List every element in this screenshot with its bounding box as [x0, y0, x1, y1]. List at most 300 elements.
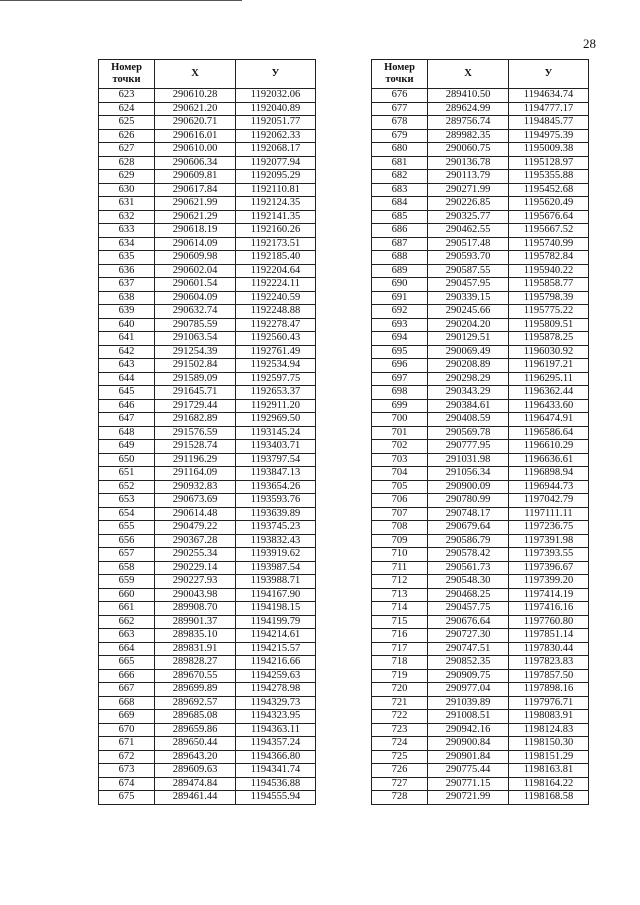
table-row: [99, 656, 316, 670]
x-coordinate-cell: 291528.74: [155, 440, 236, 454]
table-row: [99, 426, 316, 440]
point-number-cell: 721: [372, 696, 428, 710]
table-row: [372, 642, 589, 656]
x-coordinate-cell: 289670.55: [155, 669, 236, 683]
y-coordinate-cell: 1193654.26: [236, 480, 316, 494]
table-row: [372, 669, 589, 683]
x-coordinate-cell: 290909.75: [428, 669, 509, 683]
x-coordinate-cell: 290587.55: [428, 264, 509, 278]
y-coordinate-cell: 1194215.57: [236, 642, 316, 656]
y-coordinate-cell: 1197857.50: [509, 669, 589, 683]
table-row: [372, 656, 589, 670]
y-coordinate-cell: 1193832.43: [236, 534, 316, 548]
point-number-cell: 664: [99, 642, 155, 656]
table-row: [99, 183, 316, 197]
x-coordinate-cell: 290977.04: [428, 683, 509, 697]
x-coordinate-cell: 290775.44: [428, 764, 509, 778]
point-number-cell: 632: [99, 210, 155, 224]
x-coordinate-cell: 290226.85: [428, 197, 509, 211]
table-row: [99, 318, 316, 332]
y-coordinate-cell: 1194167.90: [236, 588, 316, 602]
y-coordinate-cell: 1194366.80: [236, 750, 316, 764]
point-number-cell: 707: [372, 507, 428, 521]
table-row: [372, 224, 589, 238]
x-coordinate-cell: 290457.75: [428, 602, 509, 616]
x-coordinate-cell: 290548.30: [428, 575, 509, 589]
x-coordinate-cell: 290614.09: [155, 237, 236, 251]
table-row: [372, 237, 589, 251]
y-coordinate-cell: 1194198.15: [236, 602, 316, 616]
point-number-cell: 657: [99, 548, 155, 562]
point-number-cell: 678: [372, 116, 428, 130]
table-row: [372, 777, 589, 791]
y-coordinate-cell: 1197391.98: [509, 534, 589, 548]
y-coordinate-cell: 1192204.64: [236, 264, 316, 278]
top-divider-line: [0, 0, 242, 1]
point-number-cell: 666: [99, 669, 155, 683]
table-row: [99, 642, 316, 656]
point-number-cell: 728: [372, 791, 428, 805]
table-row: [99, 372, 316, 386]
y-coordinate-cell: 1198164.22: [509, 777, 589, 791]
y-coordinate-cell: 1192248.88: [236, 305, 316, 319]
table-row: [372, 102, 589, 116]
y-coordinate-cell: 1193797.54: [236, 453, 316, 467]
table-row: [372, 480, 589, 494]
table-row: [99, 264, 316, 278]
table-row: [372, 791, 589, 805]
table-row: [99, 143, 316, 157]
y-coordinate-cell: 1198151.29: [509, 750, 589, 764]
x-coordinate-cell: 290245.66: [428, 305, 509, 319]
point-number-cell: 718: [372, 656, 428, 670]
table-row: [372, 156, 589, 170]
point-number-cell: 635: [99, 251, 155, 265]
point-number-cell: 696: [372, 359, 428, 373]
point-number-cell: 625: [99, 116, 155, 130]
point-number-cell: 638: [99, 291, 155, 305]
point-number-cell: 631: [99, 197, 155, 211]
y-coordinate-cell: 1192068.17: [236, 143, 316, 157]
point-number-cell: 660: [99, 588, 155, 602]
table-row: [372, 210, 589, 224]
x-coordinate-cell: 290777.95: [428, 440, 509, 454]
table-row: [99, 669, 316, 683]
point-number-cell: 713: [372, 588, 428, 602]
x-coordinate-cell: 289828.27: [155, 656, 236, 670]
y-coordinate-cell: 1195009.38: [509, 143, 589, 157]
x-coordinate-cell: 290204.20: [428, 318, 509, 332]
table-row: [99, 89, 316, 103]
header-x: X: [155, 60, 236, 89]
table-row: [99, 521, 316, 535]
y-coordinate-cell: 1198083.91: [509, 710, 589, 724]
point-number-cell: 685: [372, 210, 428, 224]
table-row: [372, 588, 589, 602]
x-coordinate-cell: 290616.01: [155, 129, 236, 143]
x-coordinate-cell: 289901.37: [155, 615, 236, 629]
x-coordinate-cell: 291056.34: [428, 467, 509, 481]
point-number-cell: 652: [99, 480, 155, 494]
y-coordinate-cell: 1192278.47: [236, 318, 316, 332]
point-number-cell: 659: [99, 575, 155, 589]
x-coordinate-cell: 290852.35: [428, 656, 509, 670]
point-number-cell: 716: [372, 629, 428, 643]
x-coordinate-cell: 290601.54: [155, 278, 236, 292]
x-coordinate-cell: 290606.34: [155, 156, 236, 170]
x-coordinate-cell: 289650.44: [155, 737, 236, 751]
table-row: [372, 615, 589, 629]
y-coordinate-cell: 1194329.73: [236, 696, 316, 710]
point-number-cell: 665: [99, 656, 155, 670]
table-row: [99, 575, 316, 589]
table-row: [372, 386, 589, 400]
y-coordinate-cell: 1197393.55: [509, 548, 589, 562]
y-coordinate-cell: 1193403.71: [236, 440, 316, 454]
point-number-cell: 724: [372, 737, 428, 751]
point-number-cell: 683: [372, 183, 428, 197]
table-row: [372, 197, 589, 211]
y-coordinate-cell: 1194216.66: [236, 656, 316, 670]
y-coordinate-cell: 1196433.60: [509, 399, 589, 413]
y-coordinate-cell: 1194357.24: [236, 737, 316, 751]
x-coordinate-cell: 289659.86: [155, 723, 236, 737]
x-coordinate-cell: 290780.99: [428, 494, 509, 508]
point-number-cell: 680: [372, 143, 428, 157]
point-number-cell: 663: [99, 629, 155, 643]
coordinates-body-right: [372, 89, 589, 805]
point-number-cell: 645: [99, 386, 155, 400]
x-coordinate-cell: 290676.64: [428, 615, 509, 629]
point-number-cell: 636: [99, 264, 155, 278]
table-row: [99, 291, 316, 305]
y-coordinate-cell: 1197236.75: [509, 521, 589, 535]
point-number-cell: 653: [99, 494, 155, 508]
point-number-cell: 658: [99, 561, 155, 575]
header-y: У: [509, 60, 589, 89]
point-number-cell: 717: [372, 642, 428, 656]
y-coordinate-cell: 1194323.95: [236, 710, 316, 724]
point-number-cell: 628: [99, 156, 155, 170]
x-coordinate-cell: 290604.09: [155, 291, 236, 305]
y-coordinate-cell: 1198150.30: [509, 737, 589, 751]
table-row: [372, 453, 589, 467]
x-coordinate-cell: 290747.51: [428, 642, 509, 656]
table-row: [99, 386, 316, 400]
x-coordinate-cell: 290617.84: [155, 183, 236, 197]
point-number-cell: 682: [372, 170, 428, 184]
x-coordinate-cell: 289624.99: [428, 102, 509, 116]
table-row: [372, 750, 589, 764]
point-number-cell: 687: [372, 237, 428, 251]
point-number-cell: 624: [99, 102, 155, 116]
y-coordinate-cell: 1197414.19: [509, 588, 589, 602]
point-number-cell: 641: [99, 332, 155, 346]
point-number-cell: 705: [372, 480, 428, 494]
table-row: [372, 507, 589, 521]
table-row: [372, 413, 589, 427]
table-row: [372, 116, 589, 130]
point-number-cell: 644: [99, 372, 155, 386]
point-number-cell: 720: [372, 683, 428, 697]
table-row: [372, 521, 589, 535]
x-coordinate-cell: 290932.83: [155, 480, 236, 494]
point-number-cell: 709: [372, 534, 428, 548]
table-row: [99, 413, 316, 427]
point-number-cell: 671: [99, 737, 155, 751]
y-coordinate-cell: 1194634.74: [509, 89, 589, 103]
y-coordinate-cell: 1195355.88: [509, 170, 589, 184]
table-header-row: [99, 60, 316, 89]
point-number-cell: 626: [99, 129, 155, 143]
y-coordinate-cell: 1196474.91: [509, 413, 589, 427]
y-coordinate-cell: 1195740.99: [509, 237, 589, 251]
x-coordinate-cell: 290727.30: [428, 629, 509, 643]
table-row: [372, 561, 589, 575]
y-coordinate-cell: 1196295.11: [509, 372, 589, 386]
y-coordinate-cell: 1192653.37: [236, 386, 316, 400]
point-number-cell: 640: [99, 318, 155, 332]
x-coordinate-cell: 290339.15: [428, 291, 509, 305]
table-row: [372, 575, 589, 589]
point-number-cell: 648: [99, 426, 155, 440]
point-number-cell: 642: [99, 345, 155, 359]
table-row: [372, 440, 589, 454]
table-row: [99, 548, 316, 562]
x-coordinate-cell: 290479.22: [155, 521, 236, 535]
point-number-cell: 655: [99, 521, 155, 535]
table-row: [99, 170, 316, 184]
table-row: [372, 710, 589, 724]
x-coordinate-cell: 289908.70: [155, 602, 236, 616]
x-coordinate-cell: 290517.48: [428, 237, 509, 251]
table-row: [372, 399, 589, 413]
point-number-cell: 630: [99, 183, 155, 197]
x-coordinate-cell: 290069.49: [428, 345, 509, 359]
x-coordinate-cell: 290136.78: [428, 156, 509, 170]
x-coordinate-cell: 290408.59: [428, 413, 509, 427]
table-row: [99, 683, 316, 697]
y-coordinate-cell: 1197760.80: [509, 615, 589, 629]
y-coordinate-cell: 1192110.81: [236, 183, 316, 197]
y-coordinate-cell: 1197042.79: [509, 494, 589, 508]
point-number-cell: 711: [372, 561, 428, 575]
point-number-cell: 699: [372, 399, 428, 413]
point-number-cell: 677: [372, 102, 428, 116]
point-number-cell: 700: [372, 413, 428, 427]
point-number-cell: 667: [99, 683, 155, 697]
point-number-cell: 693: [372, 318, 428, 332]
page-number: 28: [583, 36, 596, 51]
table-row: [99, 696, 316, 710]
table-row: [99, 750, 316, 764]
x-coordinate-cell: 290673.69: [155, 494, 236, 508]
header-point-number: [99, 60, 155, 89]
x-coordinate-cell: 291502.84: [155, 359, 236, 373]
y-coordinate-cell: 1195809.51: [509, 318, 589, 332]
y-coordinate-cell: 1193639.89: [236, 507, 316, 521]
x-coordinate-cell: 290343.29: [428, 386, 509, 400]
x-coordinate-cell: 289831.91: [155, 642, 236, 656]
point-number-cell: 643: [99, 359, 155, 373]
table-row: [99, 467, 316, 481]
point-number-cell: 697: [372, 372, 428, 386]
y-coordinate-cell: 1197399.20: [509, 575, 589, 589]
x-coordinate-cell: 290457.95: [428, 278, 509, 292]
point-number-cell: 723: [372, 723, 428, 737]
y-coordinate-cell: 1193847.13: [236, 467, 316, 481]
point-number-cell: 704: [372, 467, 428, 481]
table-row: [99, 615, 316, 629]
x-coordinate-cell: 289692.57: [155, 696, 236, 710]
x-coordinate-cell: 291254.39: [155, 345, 236, 359]
y-coordinate-cell: 1194845.77: [509, 116, 589, 130]
header-point-number-line1: Номер: [384, 62, 415, 73]
x-coordinate-cell: 290255.34: [155, 548, 236, 562]
point-number-cell: 686: [372, 224, 428, 238]
x-coordinate-cell: 290227.93: [155, 575, 236, 589]
x-coordinate-cell: 290462.55: [428, 224, 509, 238]
y-coordinate-cell: 1192534.94: [236, 359, 316, 373]
point-number-cell: 669: [99, 710, 155, 724]
table-header-row: [372, 60, 589, 89]
point-number-cell: 633: [99, 224, 155, 238]
point-number-cell: 684: [372, 197, 428, 211]
x-coordinate-cell: 291039.89: [428, 696, 509, 710]
table-row: [372, 629, 589, 643]
table-row: [372, 494, 589, 508]
table-row: [372, 683, 589, 697]
x-coordinate-cell: 290621.29: [155, 210, 236, 224]
y-coordinate-cell: 1197898.16: [509, 683, 589, 697]
y-coordinate-cell: 1192077.94: [236, 156, 316, 170]
x-coordinate-cell: 291063.54: [155, 332, 236, 346]
point-number-cell: 649: [99, 440, 155, 454]
header-point-number: [372, 60, 428, 89]
x-coordinate-cell: 290569.78: [428, 426, 509, 440]
y-coordinate-cell: 1196636.61: [509, 453, 589, 467]
table-row: [99, 399, 316, 413]
table-row: [372, 345, 589, 359]
x-coordinate-cell: 290614.48: [155, 507, 236, 521]
x-coordinate-cell: 290610.00: [155, 143, 236, 157]
x-coordinate-cell: 290325.77: [428, 210, 509, 224]
y-coordinate-cell: 1195878.25: [509, 332, 589, 346]
y-coordinate-cell: 1198163.81: [509, 764, 589, 778]
y-coordinate-cell: 1195798.39: [509, 291, 589, 305]
x-coordinate-cell: 290578.42: [428, 548, 509, 562]
x-coordinate-cell: 289461.44: [155, 791, 236, 805]
y-coordinate-cell: 1193919.62: [236, 548, 316, 562]
x-coordinate-cell: 290721.99: [428, 791, 509, 805]
x-coordinate-cell: 290679.64: [428, 521, 509, 535]
point-number-cell: 710: [372, 548, 428, 562]
x-coordinate-cell: 290113.79: [428, 170, 509, 184]
y-coordinate-cell: 1195452.68: [509, 183, 589, 197]
point-number-cell: 674: [99, 777, 155, 791]
point-number-cell: 703: [372, 453, 428, 467]
y-coordinate-cell: 1197851.14: [509, 629, 589, 643]
x-coordinate-cell: 291682.89: [155, 413, 236, 427]
x-coordinate-cell: 290561.73: [428, 561, 509, 575]
table-row: [372, 548, 589, 562]
point-number-cell: 637: [99, 278, 155, 292]
table-row: [99, 102, 316, 116]
table-row: [99, 494, 316, 508]
x-coordinate-cell: 290367.28: [155, 534, 236, 548]
point-number-cell: 647: [99, 413, 155, 427]
y-coordinate-cell: 1192761.49: [236, 345, 316, 359]
table-row: [99, 197, 316, 211]
y-coordinate-cell: 1195858.77: [509, 278, 589, 292]
point-number-cell: 623: [99, 89, 155, 103]
table-row: [372, 278, 589, 292]
table-row: [372, 129, 589, 143]
point-number-cell: 627: [99, 143, 155, 157]
x-coordinate-cell: 289410.50: [428, 89, 509, 103]
x-coordinate-cell: 290129.51: [428, 332, 509, 346]
table-row: [99, 602, 316, 616]
y-coordinate-cell: 1196362.44: [509, 386, 589, 400]
point-number-cell: 634: [99, 237, 155, 251]
x-coordinate-cell: 291576.59: [155, 426, 236, 440]
table-row: [99, 305, 316, 319]
point-number-cell: 651: [99, 467, 155, 481]
table-row: [372, 291, 589, 305]
y-coordinate-cell: 1192124.35: [236, 197, 316, 211]
y-coordinate-cell: 1196197.21: [509, 359, 589, 373]
table-row: [99, 237, 316, 251]
coordinates-body-left: [99, 89, 316, 805]
point-number-cell: 715: [372, 615, 428, 629]
x-coordinate-cell: 289685.08: [155, 710, 236, 724]
point-number-cell: 712: [372, 575, 428, 589]
x-coordinate-cell: 290593.70: [428, 251, 509, 265]
x-coordinate-cell: 290602.04: [155, 264, 236, 278]
point-number-cell: 639: [99, 305, 155, 319]
header-point-number-line1: Номер: [111, 62, 142, 73]
point-number-cell: 690: [372, 278, 428, 292]
x-coordinate-cell: 290468.25: [428, 588, 509, 602]
header-point-number-line2: точки: [385, 74, 414, 85]
table-row: [372, 359, 589, 373]
table-row: [372, 143, 589, 157]
x-coordinate-cell: 290586.79: [428, 534, 509, 548]
x-coordinate-cell: 291729.44: [155, 399, 236, 413]
x-coordinate-cell: 289699.89: [155, 683, 236, 697]
y-coordinate-cell: 1192062.33: [236, 129, 316, 143]
x-coordinate-cell: 289835.10: [155, 629, 236, 643]
y-coordinate-cell: 1197416.16: [509, 602, 589, 616]
y-coordinate-cell: 1192240.59: [236, 291, 316, 305]
table-row: [99, 156, 316, 170]
table-row: [99, 737, 316, 751]
y-coordinate-cell: 1196586.64: [509, 426, 589, 440]
y-coordinate-cell: 1196610.29: [509, 440, 589, 454]
table-row: [372, 764, 589, 778]
x-coordinate-cell: 290621.20: [155, 102, 236, 116]
point-number-cell: 689: [372, 264, 428, 278]
x-coordinate-cell: 289474.84: [155, 777, 236, 791]
point-number-cell: 672: [99, 750, 155, 764]
y-coordinate-cell: 1192224.11: [236, 278, 316, 292]
y-coordinate-cell: 1197111.11: [509, 507, 589, 521]
table-row: [99, 345, 316, 359]
x-coordinate-cell: 290618.19: [155, 224, 236, 238]
x-coordinate-cell: 291031.98: [428, 453, 509, 467]
x-coordinate-cell: 290900.09: [428, 480, 509, 494]
point-number-cell: 694: [372, 332, 428, 346]
